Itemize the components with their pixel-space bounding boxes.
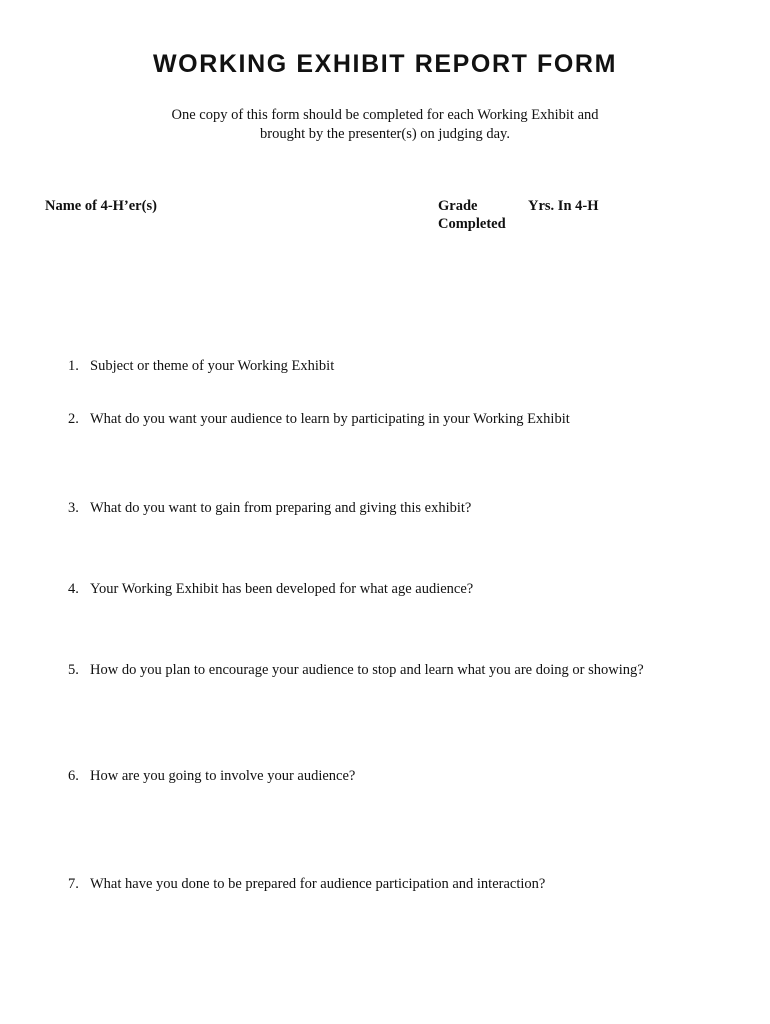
question-4 [68,580,473,598]
grade-label-line-1: Grade [438,198,478,214]
question-text: Subject or theme of your Working Exhibit [90,358,335,374]
question-number: 1. [68,358,79,374]
grade-label-line-2: Completed [438,216,506,232]
question-5 [68,661,644,679]
question-number: 2. [68,411,79,427]
question-text: What have you done to be prepared for audience participation and interaction? [90,876,546,892]
grade-completed-label [438,197,506,233]
question-number: 4. [68,581,79,597]
question-number: 3. [68,500,79,516]
name-label: Name of 4-H’er(s) [45,198,157,214]
question-text: How are you going to involve your audience? [90,768,356,784]
question-text: Your Working Exhibit has been developed for what age audience? [90,581,474,597]
question-1 [68,357,334,375]
question-number: 5. [68,662,79,678]
instructions-line-1: One copy of this form should be completed for each Working Exhibit and [171,107,599,123]
question-text: How do you plan to encourage your audience to stop and learn what you are doing or showing? [90,662,644,678]
question-text: What do you want your audience to learn by participating in your Working Exhibit [90,411,570,427]
question-number: 6. [68,768,79,784]
years-in-4h-label: Yrs. In 4-H [528,198,599,214]
question-6 [68,767,355,785]
instructions-line-2: brought by the presenter(s) on judging day. [260,126,510,142]
question-number: 7. [68,876,79,892]
question-text: What do you want to gain from preparing and giving this exhibit? [90,500,472,516]
form-title: WORKING EXHIBIT REPORT FORM [152,50,618,78]
question-2 [68,410,570,428]
question-7 [68,875,545,893]
form-instructions [0,106,770,144]
question-3 [68,499,471,517]
